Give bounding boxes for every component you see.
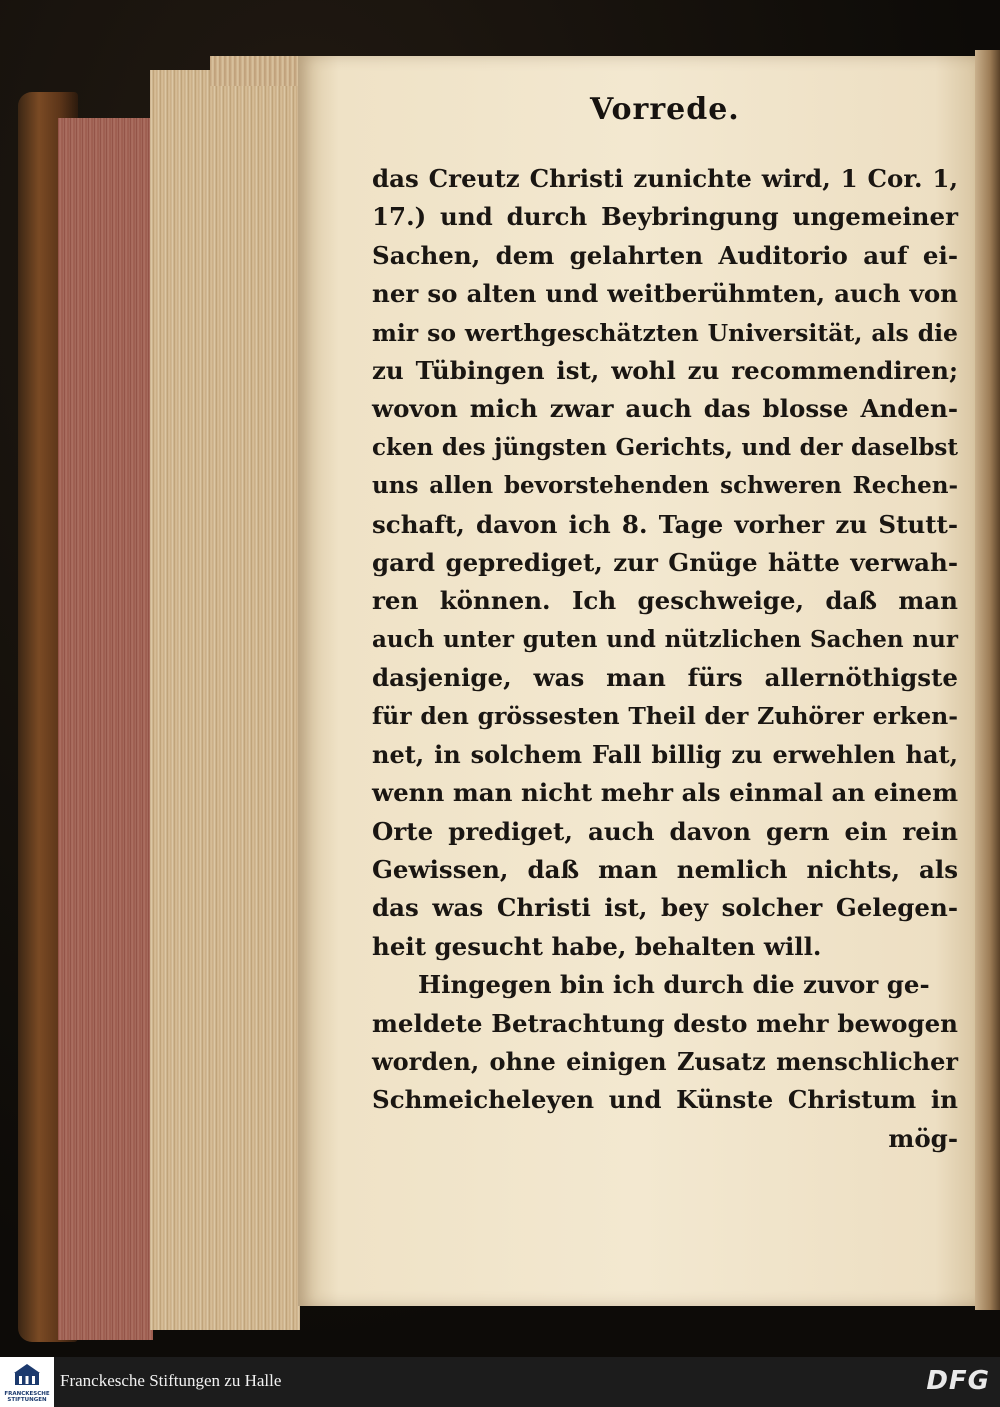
- text-line: cken des jüngsten Gerichts, und der daselbst: [372, 433, 958, 461]
- text-line: ner so alten und weitberühmten, auch von: [372, 279, 958, 309]
- text-line: worden, ohne einigen Zusatz menschlicher: [372, 1046, 958, 1076]
- text-line: gard geprediget, zur Gnüge hätte verwah-: [372, 547, 958, 577]
- text-line: auch unter guten und nützlichen Sachen nur: [372, 625, 958, 653]
- page-stack-left: [150, 70, 300, 1330]
- logo-text: FRANCKESCHE STIFTUNGEN: [4, 1391, 50, 1403]
- text-line: zu Tübingen ist, wohl zu recommendiren;: [372, 355, 958, 385]
- page-edges-red: [58, 118, 153, 1340]
- institution-name[interactable]: Franckesche Stiftungen zu Halle: [60, 1371, 282, 1390]
- running-header: Vorrede.: [590, 92, 740, 127]
- text-line: Schmeicheleyen und Künste Christum in: [372, 1085, 958, 1115]
- text-line: meldete Betrachtung desto mehr bewogen: [372, 1008, 958, 1038]
- building-icon: [12, 1363, 42, 1387]
- text-line: dasjenige, was man fürs allernöthigste: [372, 663, 958, 693]
- page-stack-top: [210, 56, 305, 86]
- dfg-logo[interactable]: DFG: [926, 1366, 990, 1396]
- text-line: Hingegen bin ich durch die zuvor ge-: [418, 970, 930, 1000]
- text-line: net, in solchem Fall billig zu erwehlen hat,: [372, 739, 958, 769]
- institution-logo[interactable]: [0, 1357, 54, 1407]
- text-line: schaft, davon ich 8. Tage vorher zu Stutt-: [372, 509, 958, 539]
- text-line: uns allen bevorstehenden schweren Rechen-: [372, 472, 958, 500]
- text-line: Orte prediget, auch davon gern ein rein: [372, 816, 958, 846]
- footer-bar: [0, 1357, 1000, 1407]
- text-line: für den grössesten Theil der Zuhörer erken-: [372, 702, 958, 731]
- text-line: mir so werthgeschätzten Universität, als die: [372, 318, 958, 347]
- text-line: wenn man nicht mehr als einmal an einem: [372, 778, 958, 808]
- text-line: wovon mich zwar auch das blosse Anden-: [372, 394, 958, 424]
- text-line: das Creutz Christi zunichte wird, 1 Cor. 1,: [372, 164, 958, 193]
- text-line: ren können. Ich geschweige, daß man: [372, 586, 958, 616]
- text-line: das was Christi ist, bey solcher Gelegen-: [372, 893, 958, 923]
- page-right-edge: [975, 50, 1000, 1310]
- text-line: mög-: [888, 1123, 958, 1153]
- text-line: 17.) und durch Beybringung ungemeiner: [372, 202, 958, 232]
- page-text-block: [372, 160, 958, 1158]
- text-line: Gewissen, daß man nemlich nichts, als: [372, 855, 958, 885]
- text-line: Sachen, dem gelahrten Auditorio auf ei-: [372, 240, 958, 270]
- text-line: heit gesucht habe, behalten will.: [372, 931, 822, 961]
